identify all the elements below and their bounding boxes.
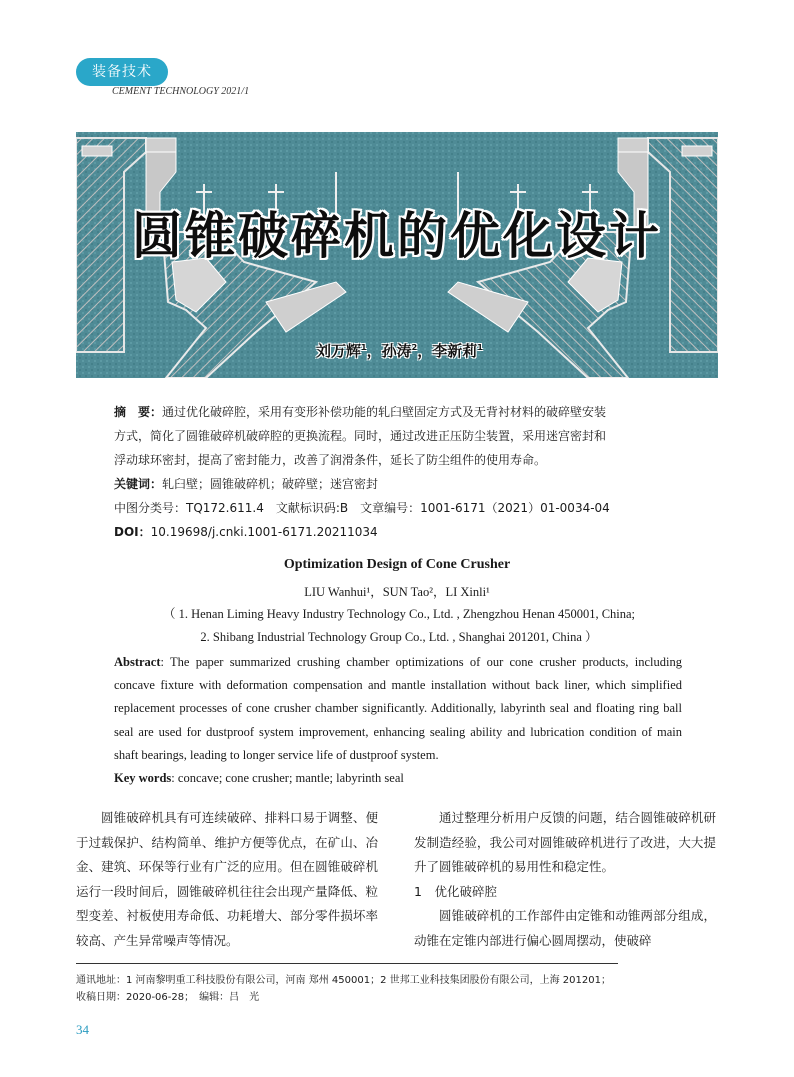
footnote — [76, 972, 716, 1006]
keywords-cn — [114, 472, 684, 496]
author-name: 孙涛 — [381, 342, 412, 360]
article-title: 圆锥破碎机的优化设计 — [132, 207, 662, 265]
english-keywords-label: Key words — [114, 771, 172, 786]
english-affiliation-2: 2. Shibang Industrial Technology Group Co., Ltd. , Shanghai 201201, China ） — [200, 630, 598, 644]
abstract-cn — [114, 400, 684, 424]
section-heading: 1 优化破碎腔 — [414, 883, 497, 899]
body-paragraph: 通过整理分析用户反馈的问题，结合圆锥破碎机研发制造经验，我公司对圆锥破碎机进行了改进，大大提升了圆锥破碎机的易用性和稳定性。 — [414, 810, 716, 875]
doi-value: 10.19698/j.cnki.1001-6171.20211034 — [150, 525, 378, 539]
chinese-abstract-block — [114, 400, 684, 544]
english-affiliation-1: （ 1. Henan Liming Heavy Industry Technology Co., Ltd. , Zhengzhou Henan 450001, China; — [162, 607, 636, 621]
abstract-cn-cont: 方式，简化了圆锥破碎机破碎腔的更换流程。同时，通过改进正压防尘装置，采用迷宫密封和 — [114, 429, 607, 443]
classification-line: 中图分类号：TQ172.611.4 文献标识码:B 文章编号：1001-6171（2021）01-0034-04 — [114, 501, 610, 515]
author-affil-mark: 2 — [411, 343, 418, 352]
english-authors: LIU Wanhui¹，SUN Tao²，LI Xinli¹ — [304, 585, 490, 599]
doi-line — [114, 520, 684, 544]
english-abstract-text: : The paper summarized crushing chamber optimizations of our cone crusher products, including concave fixture with deformation compensation and mantle installation without back liner, which simplified replacement processes of cone crusher chamber significantly. Additionally, labyrinth seal and floating ring ball seal are used for dustproof system improvement, enhancing sealing ability and lubrication condition of main shaft bearings, leading to longer service life of dustproof system. — [114, 655, 682, 762]
english-abstract-label: Abstract — [114, 655, 161, 669]
abstract-cn-label: 摘 要： — [114, 405, 163, 419]
keywords-cn-text: 轧臼壁；圆锥破碎机；破碎壁；迷宫密封 — [162, 477, 379, 491]
author-separator: ， — [417, 342, 433, 360]
english-keywords-text: : concave; cone crusher; mantle; labyrinth seal — [171, 771, 404, 786]
keywords-cn-label: 关键词： — [114, 477, 163, 491]
author-affil-mark: 1 — [361, 343, 367, 352]
abstract-cn-cont: 浮动球环密封，提高了密封能力，改善了润滑条件，延长了防尘组件的使用寿命。 — [114, 453, 547, 467]
page-number: 34 — [76, 1022, 89, 1037]
body-right-column — [414, 806, 716, 954]
doi-label: DOI： — [114, 525, 151, 539]
english-title: Optimization Design of Cone Crusher — [283, 557, 511, 572]
author-name: 李新莉 — [432, 342, 478, 360]
author-name: 刘万辉 — [316, 342, 362, 360]
footnote-received: 收稿日期：2020-06-28； 编辑：吕 光 — [76, 992, 260, 1003]
footnote-address: 通讯地址：1 河南黎明重工科技股份有限公司，河南 郑州 450001；2 世邦工业科技集团股份有限公司，上海 201201； — [76, 975, 611, 986]
author-affil-mark: 1 — [477, 343, 483, 352]
body-paragraph: 圆锥破碎机的工作部件由定锥和动锥两部分组成，动锥在定锥内部进行偏心圆周摆动，使破碎 — [414, 908, 716, 948]
footnote-rule — [76, 963, 618, 964]
english-abstract — [114, 651, 682, 790]
article-authors — [316, 340, 483, 361]
body-left-column — [76, 806, 378, 954]
author-separator: ， — [366, 342, 382, 360]
journal-name: CEMENT TECHNOLOGY 2021/1 — [112, 86, 250, 97]
body-paragraph: 圆锥破碎机具有可连续破碎、排料口易于调整、便于过载保护、结构简单、维护方便等优点，在矿山、冶金、建筑、环保等行业有广泛的应用。但在圆锥破碎机运行一段时间后，圆锥破碎机往往会出现产量降低、粒型变差、衬板使用寿命低、功耗增大、部分零件损坏率较高、产生异常噪声等情况。 — [76, 810, 378, 948]
abstract-cn-line: 通过优化破碎腔，采用有变形补偿功能的轧臼壁固定方式及无背衬材料的破碎壁安装 — [162, 405, 607, 419]
section-tag: 装备技术 — [76, 58, 168, 86]
